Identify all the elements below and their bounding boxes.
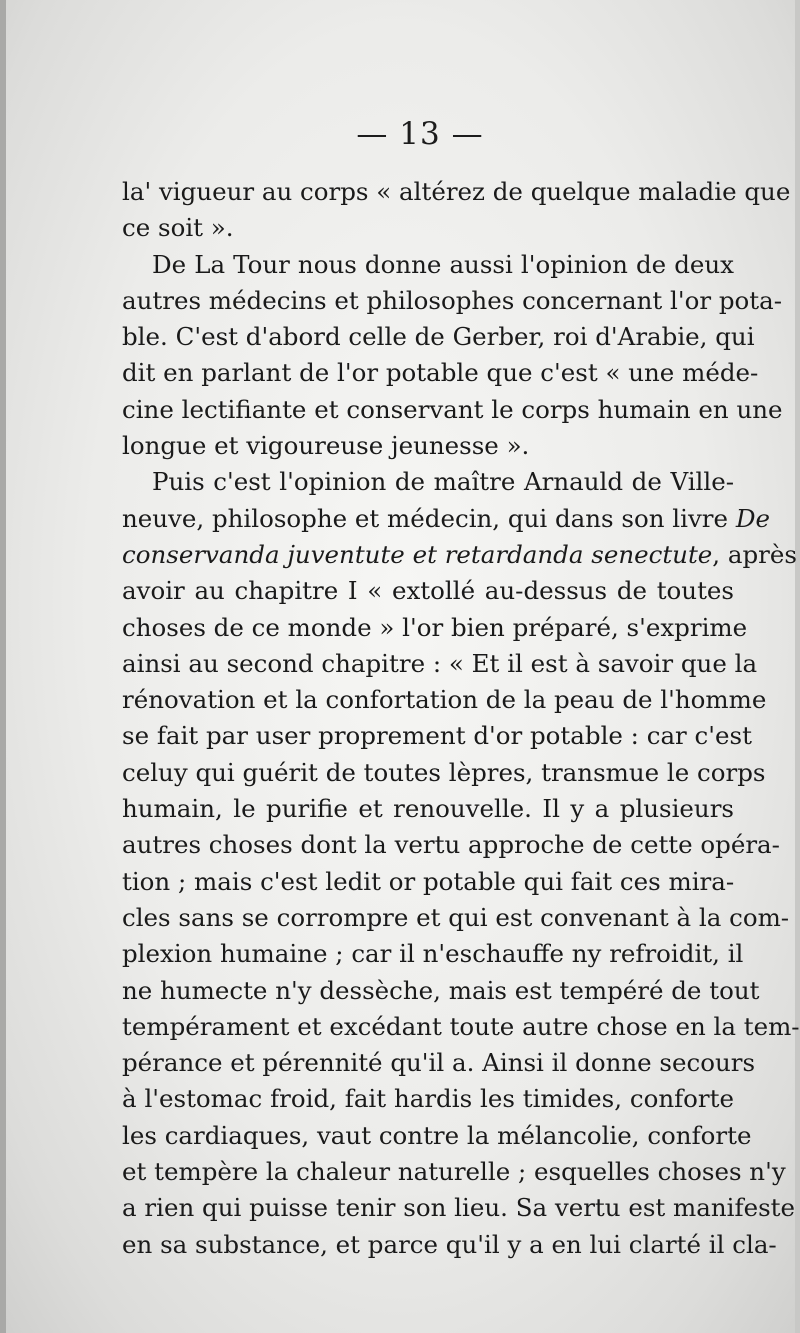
- text-line: [122, 646, 758, 682]
- body-text: [122, 174, 800, 1263]
- text-line: [122, 718, 752, 754]
- text-segment: la' vigueur au corps « altérez de quelque maladie que: [122, 177, 791, 206]
- text-segment: ne humecte n'y dessèche, mais est tempéré de tout: [122, 975, 760, 1005]
- text-segment: avoir au chapitre I « extollé au-dessus de toutes: [122, 576, 734, 606]
- text-line: [122, 936, 744, 972]
- text-line: [122, 283, 783, 319]
- text-segment: Puis c'est l'opinion de maître Arnauld de Ville-: [152, 467, 734, 497]
- text-line: [122, 755, 766, 791]
- text-segment: rénovation et la confortation de la peau de l'homme: [122, 685, 767, 715]
- text-segment: longue et vigoureuse jeunesse ».: [122, 431, 530, 461]
- text-line: [122, 537, 797, 573]
- text-segment: De: [735, 503, 770, 533]
- text-segment: tempérament et excédant toute autre chose en la tem-: [122, 1011, 800, 1041]
- text-segment: choses de ce monde » l'or bien préparé, s'exprime: [122, 612, 748, 642]
- text-line: [122, 864, 734, 900]
- text-line: [122, 464, 734, 500]
- text-line: [122, 319, 755, 355]
- text-segment: tion ; mais c'est ledit or potable qui fait ces mira-: [122, 866, 735, 896]
- text-line: [122, 428, 734, 464]
- text-line: [122, 1045, 756, 1081]
- text-segment: ble. C'est d'abord celle de Gerber, roi d'Arabie, qui: [122, 322, 755, 352]
- text-line: [122, 1118, 752, 1154]
- text-segment: autres médecins et philosophes concernant l'or pota-: [122, 285, 783, 315]
- text-segment: De La Tour nous donne aussi l'opinion de deux: [152, 249, 734, 279]
- text-line: [122, 682, 767, 718]
- text-line: [122, 791, 734, 827]
- text-segment: pérance et pérennité qu'il a. Ainsi il donne secours: [122, 1048, 756, 1078]
- text-segment: cles sans se corrompre et qui est convenant à la com-: [122, 902, 790, 932]
- text-segment: les cardiaques, vaut contre la mélancolie, conforte: [122, 1120, 752, 1150]
- text-segment: et tempère la chaleur naturelle ; esquelles choses n'y: [122, 1157, 786, 1187]
- text-segment: ainsi au second chapitre : « Et il est à savoir que la: [122, 648, 758, 678]
- text-line: [122, 827, 780, 863]
- text-segment: celuy qui guérit de toutes lèpres, transmue le corps: [122, 757, 766, 787]
- text-line: [122, 610, 748, 646]
- text-segment: autres choses dont la vertu approche de cette opéra-: [122, 830, 780, 860]
- text-line: [122, 573, 734, 609]
- text-line: [122, 392, 783, 428]
- text-segment: dit en parlant de l'or potable que c'est « une méde-: [122, 358, 759, 388]
- page-right-edge: [795, 0, 800, 1333]
- text-segment: , après: [712, 539, 797, 569]
- text-segment: ce soit ».: [122, 213, 234, 243]
- text-line: [122, 210, 734, 246]
- text-line: [122, 501, 770, 537]
- text-line: [122, 1081, 734, 1117]
- page-left-edge: [0, 0, 6, 1333]
- text-line: [122, 1227, 777, 1263]
- text-line: [122, 1190, 795, 1226]
- text-segment: humain, le purifie et renouvelle. Il y a plusieurs: [122, 794, 734, 824]
- text-line: [122, 1009, 800, 1045]
- page-number: — 13 —: [356, 116, 484, 152]
- text-segment: neuve, philosophe et médecin, qui dans son livre: [122, 503, 736, 533]
- text-line: [122, 973, 760, 1009]
- text-segment: a rien qui puisse tenir son lieu. Sa vertu est manifeste: [122, 1193, 795, 1223]
- text-segment: en sa substance, et parce qu'il y a en lui clarté il cla-: [122, 1229, 777, 1259]
- text-segment: plexion humaine ; car il n'eschauffe ny refroidit, il: [122, 939, 744, 969]
- text-segment: cine lectifiante et conservant le corps humain en une: [122, 394, 783, 424]
- text-line: [122, 900, 790, 936]
- text-line: [122, 1154, 786, 1190]
- text-line: [122, 247, 734, 283]
- text-segment: conservanda juventute et retardanda senectute: [122, 539, 713, 569]
- text-line: [122, 355, 759, 391]
- text-line: [122, 174, 791, 210]
- text-segment: se fait par user proprement d'or potable : car c'est: [122, 721, 752, 751]
- text-segment: à l'estomac froid, fait hardis les timides, conforte: [122, 1084, 734, 1114]
